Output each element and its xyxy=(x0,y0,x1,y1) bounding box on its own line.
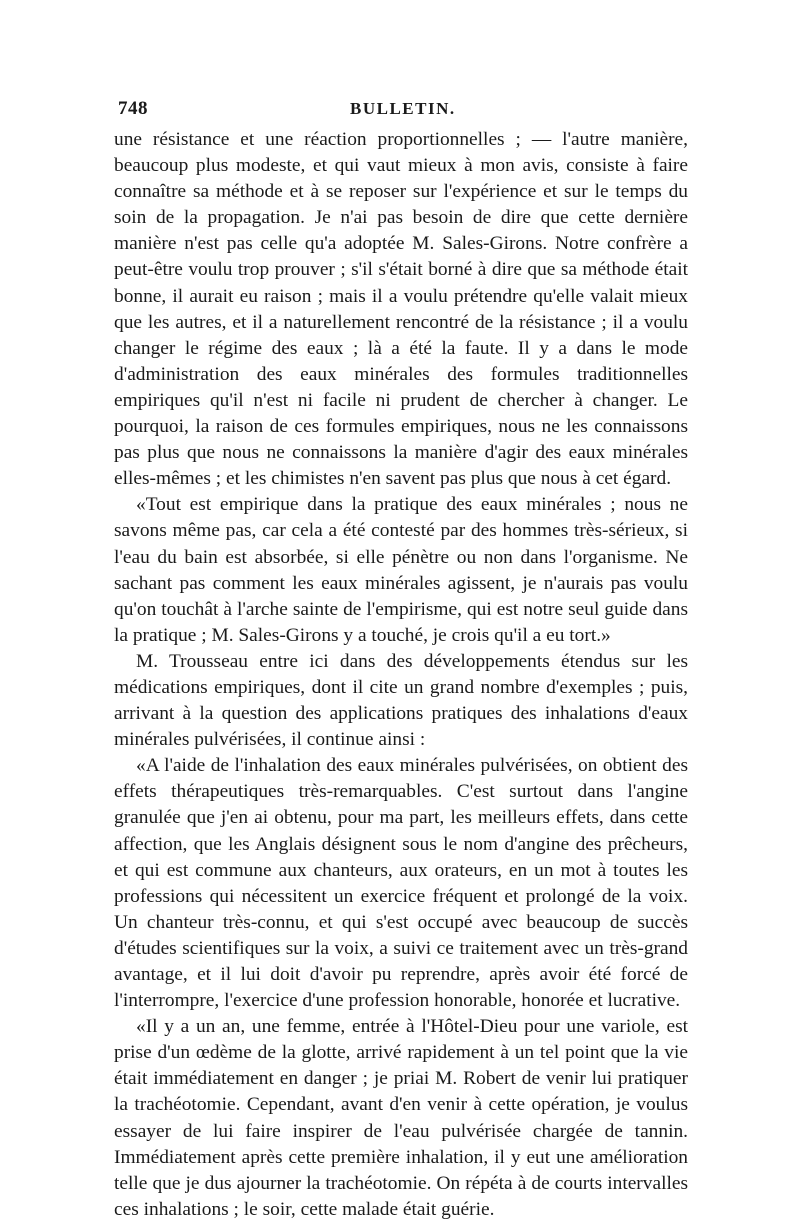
paragraph: «Tout est empirique dans la pratique des eaux minérales ; nous ne savons même pas, car cela a été contesté par des hommes très-sérieux, si l'eau du bain est absorbée, si elle pénètre ou non dans l'organisme. Ne sachant pas comment les eaux minérales agissent, je n'aurais pas voulu qu'on touchât à l'arche sainte de l'empirisme, qui est notre seul guide dans la pratique ; M. Sales-Girons y a touché, je crois qu'il a eu tort.» xyxy=(114,494,688,646)
paragraph: «A l'aide de l'inhalation des eaux minérales pulvérisées, on obtient des effets thérapeutiques très-remarquables. C'est surtout dans l'angine granulée que j'en ai obtenu, pour ma part, les meilleurs effets, dans cette affection, que les Anglais désignent sous le nom d'angine des prêcheurs, et qui est commune aux chanteurs, aux orateurs, en un mot à toutes les professions qui nécessitent un exercice fréquent et prolongé de la voix. Un chanteur très-connu, et qui s'est occupé avec beaucoup de succès d'études scientifiques sur la voix, a suivi ce traitement avec un très-grand avantage, et il lui doit d'avoir pu reprendre, après avoir été forcé de l'interrompre, l'exercice d'une profession honorable, honorée et lucrative. xyxy=(114,755,688,1012)
paragraph: M. Trousseau entre ici dans des développements étendus sur les médications empiriques, dont il cite un grand nombre d'exemples ; puis, arrivant à la question des applications pratiques des inhalations d'eaux minérales pulvérisées, il continue ainsi : xyxy=(114,650,688,751)
body-text xyxy=(114,127,688,1223)
paragraph: une résistance et une réaction proportionnelles ; — l'autre manière, beaucoup plus modeste, et qui vaut mieux à mon avis, consiste à faire connaître sa méthode et à se reposer sur l'expérience et sur le temps du soin de la propagation. Je n'ai pas besoin de dire que cette dernière manière n'est pas celle qu'a adoptée M. Sales-Girons. Notre confrère a peut-être voulu trop prouver ; s'il s'était borné à dire que sa méthode était bonne, il aurait eu raison ; mais il a voulu prétendre qu'elle valait mieux que les autres, et il a naturellement rencontré de la résistance ; il a voulu changer le régime des eaux ; là a été la faute. Il y a dans le mode d'administration des eaux minérales des formules traditionnelles empiriques qu'il n'est ni facile ni prudent de chercher à changer. Le pourquoi, la raison de ces formules empiriques, nous ne les connaissons pas plus que nous ne connaissons la manière d'agir des eaux minérales elles-mêmes ; et les chimistes n'en savent pas plus que nous à cet égard. xyxy=(114,129,688,490)
page-number: 748 xyxy=(118,98,148,119)
page-header xyxy=(118,98,688,124)
paragraph: «Il y a un an, une femme, entrée à l'Hôtel-Dieu pour une variole, est prise d'un œdème de la glotte, arrivé rapidement à un tel point que la vie était immédiatement en danger ; je priai M. Robert de venir lui pratiquer la trachéotomie. Cependant, avant d'en venir à cette opération, je voulus essayer de lui faire inspirer de l'eau pulvérisée chargée de tannin. Immédiatement après cette première inhalation, il y eut une amélioration telle que je dus ajourner la trachéotomie. On répéta à de courts intervalles ces inhalations ; le soir, cette malade était guérie. xyxy=(114,1016,688,1220)
running-head: BULLETIN. xyxy=(350,99,456,118)
